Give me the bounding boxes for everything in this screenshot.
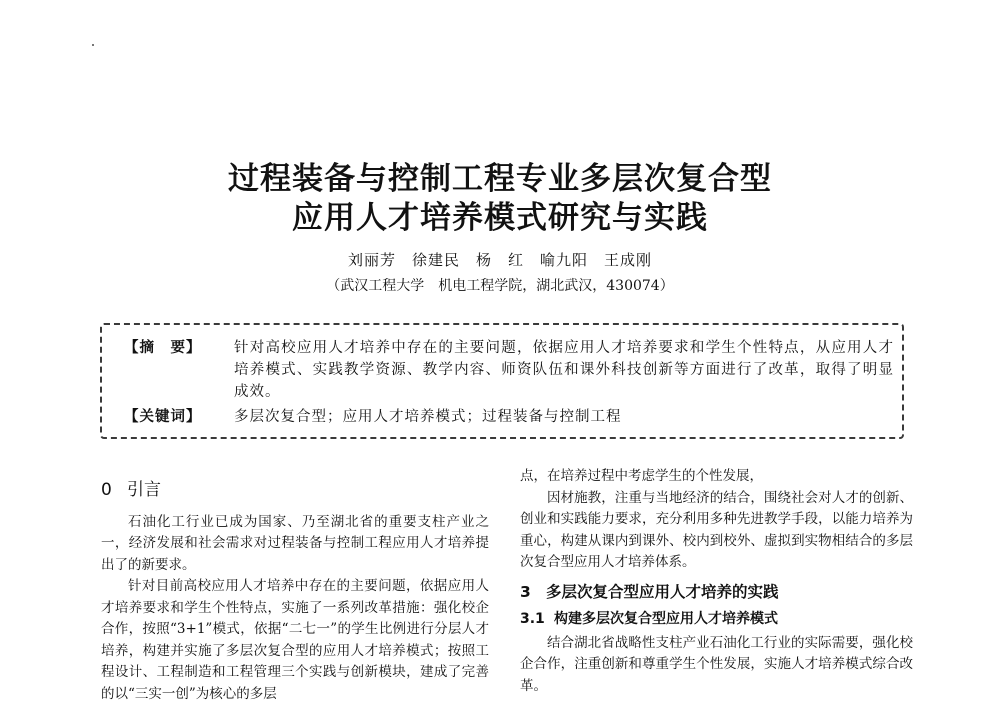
section-0-title: 引言 xyxy=(127,480,161,500)
affiliation: （武汉工程大学 机电工程学院，湖北武汉，430074） xyxy=(326,278,674,294)
title-line-2: 应用人才培养模式研究与实践 xyxy=(292,200,708,236)
abstract-box xyxy=(100,323,904,439)
keywords-label: 【关键词】 xyxy=(124,409,202,425)
section-3-1-heading xyxy=(520,609,913,631)
author-list: 刘丽芳 徐建民 杨 红 喻九阳 王成刚 xyxy=(347,251,652,269)
intro-paragraph-1: 石油化工行业已成为国家、乃至湖北省的重要支柱产业之一，经济发展和社会需求对过程装备与控制工程应用人才培养提出了的新要求。 xyxy=(101,513,489,573)
intro-paragraph-2: 针对目前高校应用人才培养中存在的主要问题，依据应用人才培养要求和学生个性特点，实施了一系列改革措施：强化校企合作，按照“3+1”模式，依据“二七一”的学生比例进行分层人才培养，构建并实施了多层次复合型的应用人才培养模式；按照工程设计、工程制造和工程管理三个实践与创新模块，建成了完善的以“三实一创”为核心的多层 xyxy=(101,578,489,702)
section-3-1-number: 3.1 xyxy=(520,611,545,627)
continuation-line: 点，在培养过程中考虑学生的个性发展， xyxy=(520,468,763,484)
keywords-text: 多层次复合型；应用人才培养模式；过程装备与控制工程 xyxy=(234,409,622,425)
abstract-text: 针对高校应用人才培养中存在的主要问题，依据应用人才培养要求和学生个性特点，从应用人才培养模式、实践教学资源、教学内容、师资队伍和课外科技创新等方面进行了改革，取得了明显成效。 xyxy=(234,340,894,400)
abstract-label: 【摘 要】 xyxy=(124,340,202,356)
paper-title xyxy=(0,160,1000,238)
section-3-heading xyxy=(520,582,913,604)
scan-speck xyxy=(92,44,94,46)
title-line-1: 过程装备与控制工程专业多层次复合型 xyxy=(228,161,772,197)
right-paragraph-2: 结合湖北省战略性支柱产业石油化工行业的实际需要，强化校企合作，注重创新和尊重学生个性发展，实施人才培养模式综合改革。 xyxy=(520,634,913,694)
keywords-row xyxy=(124,406,622,428)
section-0-heading xyxy=(101,480,489,502)
section-3-number: 3 xyxy=(520,582,531,601)
section-3-title: 多层次复合型应用人才培养的实践 xyxy=(546,582,779,601)
section-0-number: 0 xyxy=(101,480,112,500)
right-paragraph-1: 因材施教，注重与当地经济的结合，围绕社会对人才的创新、创业和实践能力要求，充分利用多种先进教学手段，以能力培养为重心，构建从课内到课外、校内到校外、虚拟到实物相结合的多层次复合型应用人才培养体系。 xyxy=(520,489,913,570)
abstract-row xyxy=(124,337,894,400)
section-3-1-title: 构建多层次复合型应用人才培养模式 xyxy=(554,611,778,627)
left-column xyxy=(101,476,489,705)
right-column xyxy=(520,466,913,697)
